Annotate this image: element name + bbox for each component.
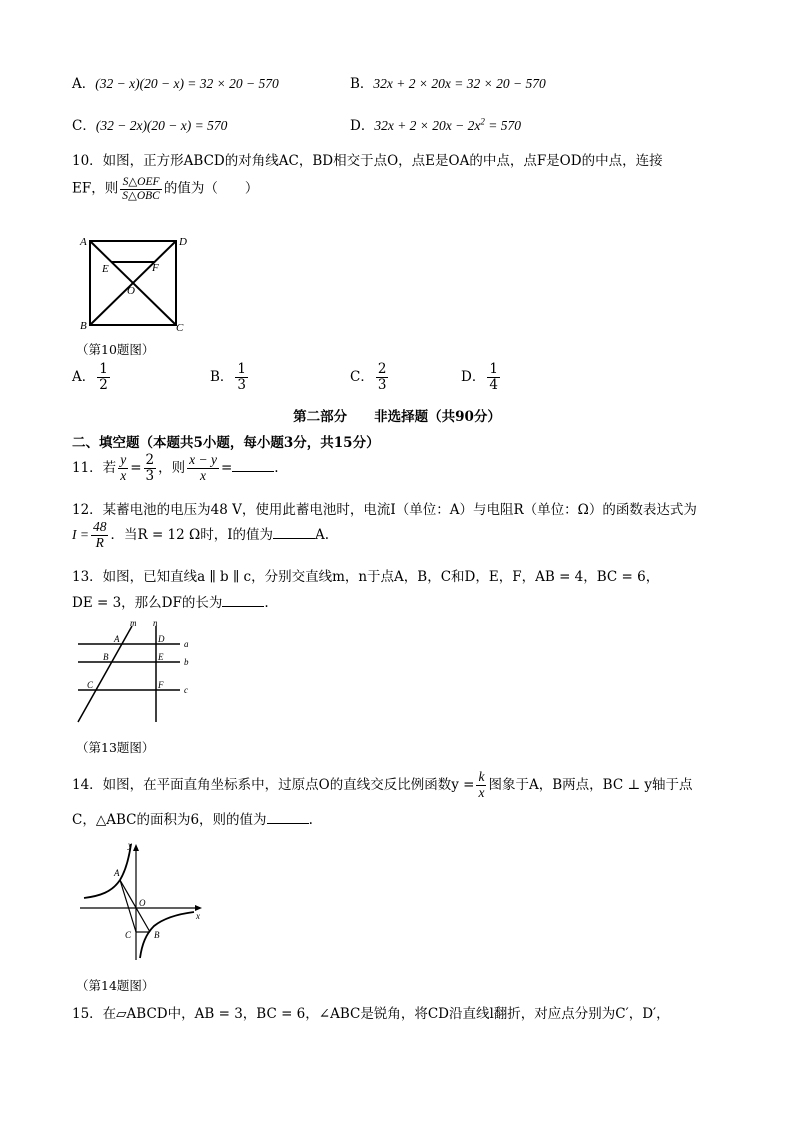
q11-fraction-value [144, 453, 157, 484]
q10-option-a [72, 362, 112, 393]
q10-fraction [120, 176, 162, 202]
axis-label: x [196, 911, 200, 921]
option-fraction [487, 362, 500, 393]
fraction-denominator: 3 [145, 467, 155, 484]
answer-blank[interactable] [232, 459, 274, 472]
q11-fraction-yx [118, 453, 128, 484]
fraction-numerator: 1 [99, 361, 108, 377]
answer-blank[interactable] [222, 594, 264, 607]
fraction-denominator: 3 [237, 376, 247, 393]
option-expr: 32x + 2 × 20x = 32 × 20 − 570 [373, 76, 546, 91]
q11-text-mid: ，则 [158, 459, 186, 476]
q10-square-figure [76, 233, 194, 335]
q11-text-pre: 11．若 [72, 459, 117, 476]
fraction-numerator: 2 [377, 361, 387, 377]
y-axis-arrow [133, 844, 139, 851]
point-label: E [158, 652, 164, 662]
q12-text-end: A. [315, 526, 330, 543]
point-label: B [103, 652, 109, 662]
point-label: O [127, 285, 135, 297]
fraction-numerator: k [478, 769, 485, 784]
point-label: D [179, 236, 187, 248]
option-label: C． [350, 368, 374, 385]
q10-option-d [461, 362, 502, 393]
fraction-numerator: 1 [489, 361, 498, 377]
q11-fraction-target [187, 453, 219, 484]
line-label: b [184, 657, 189, 667]
fraction-denominator: x [478, 784, 485, 800]
option-expr-end: = 570 [484, 118, 522, 133]
q12-text-body: ．当R = 12 Ω时，I的值为 [110, 526, 274, 543]
option-label: B． [350, 76, 374, 92]
q14-caption: （第14题图） [76, 978, 155, 993]
option-expr: (32 − x)(20 − x) = 32 × 20 − 570 [95, 76, 279, 91]
line-m [78, 626, 132, 722]
q10-text-line2 [72, 176, 258, 202]
option-fraction [376, 362, 389, 393]
line-label: n [153, 618, 158, 628]
fraction-numerator: x − y [189, 452, 217, 467]
axis-label: y [128, 840, 132, 850]
q14-text-body: C，△ABC的面积为6，则的值为 [72, 812, 267, 828]
point-label: C [125, 930, 132, 940]
q14-fraction [476, 770, 486, 801]
option-fraction [235, 362, 248, 393]
point-label: B [80, 320, 87, 332]
fraction-denominator: x [120, 467, 127, 483]
option-label: D． [350, 118, 375, 134]
q9-option-d [350, 114, 521, 134]
fraction-numerator: y [120, 452, 127, 467]
fraction-denominator: x [200, 467, 207, 483]
fraction-denominator: R [95, 534, 104, 550]
fraction-numerator: 48 [92, 519, 107, 534]
q14-text-end: . [308, 812, 313, 828]
q13-text-line2 [72, 591, 269, 611]
point-label: E [102, 263, 109, 275]
point-label: A [114, 868, 120, 878]
fraction-numerator: 1 [237, 361, 247, 377]
q12-text: 12．某蓄电池的电压为48 V，使用此蓄电池时，电流I（单位：A）与电阻R（单位：Ω）的函数表达式为 [72, 502, 697, 518]
option-label: C． [72, 118, 96, 134]
part-two-title: 第二部分 非选择题（共90分） [293, 409, 501, 425]
q10-option-c [350, 362, 390, 393]
fraction-denominator: 3 [377, 376, 387, 393]
q10-text-pre: EF，则 [72, 180, 119, 197]
q10-caption: （第10题图） [76, 342, 155, 357]
q9-option-b [350, 72, 546, 92]
option-label: D． [461, 368, 486, 385]
option-label: B． [210, 368, 234, 385]
answer-blank[interactable] [267, 811, 309, 824]
q13-caption: （第13题图） [76, 740, 155, 755]
option-label: A． [72, 368, 96, 385]
option-fraction [97, 362, 110, 393]
line-label: m [130, 618, 137, 628]
q15-text: 15．在▱ABCD中，AB = 3，BC = 6，∠ABC是锐角，将CD沿直线l翻折，对应点分别为C′，D′， [72, 1006, 670, 1022]
equals-sign: = [130, 459, 142, 476]
line-label: a [184, 639, 189, 649]
q13-text-end: . [264, 595, 269, 611]
fraction-denominator: S△OBC [122, 189, 160, 202]
option-label: A． [72, 76, 96, 92]
answer-blank[interactable] [273, 526, 315, 539]
q12-fraction [91, 520, 109, 551]
section-two-title: 二、填空题（本题共5小题，每小题3分，共15分） [72, 435, 380, 451]
q10-option-b [210, 362, 250, 393]
line-label: c [184, 685, 188, 695]
point-label: C [87, 680, 94, 690]
point-label: C [176, 322, 184, 334]
q14-text [72, 770, 693, 801]
fraction-denominator: 4 [489, 376, 498, 393]
q14-text-pre: 14．如图，在平面直角坐标系中，过原点O的直线交反比例函数y = [72, 776, 475, 793]
option-expr: 32x + 2 × 20x − 2x [374, 118, 481, 133]
q11-text [72, 453, 279, 484]
q14-text-post: 图象于A，B两点，BC ⊥ y轴于点 [488, 776, 693, 793]
fraction-denominator: 2 [99, 376, 108, 393]
point-label: O [139, 898, 146, 908]
q13-text: 13．如图，已知直线a ∥ b ∥ c，分别交直线m，n于点A，B，C和D，E，F，AB = 4，BC = 6， [72, 569, 660, 585]
q11-text-end: . [274, 459, 279, 476]
q10-text-post: 的值为（ ） [163, 180, 259, 197]
q9-option-c [72, 114, 227, 134]
q13-text-body: DE = 3，那么DF的长为 [72, 595, 223, 611]
q14-coordinate-figure [78, 836, 206, 966]
fraction-numerator: 2 [145, 452, 155, 468]
option-expr: (32 − 2x)(20 − x) = 570 [95, 118, 228, 133]
q13-parallel-lines-figure [74, 618, 194, 724]
point-label: A [80, 236, 87, 248]
point-label: A [114, 634, 120, 644]
point-label: F [152, 262, 159, 274]
hyperbola-branch-left [84, 844, 131, 898]
option-exponent: 2 [480, 116, 485, 127]
q14-text-line2 [72, 808, 313, 828]
point-label: F [158, 680, 164, 690]
hyperbola-branch-right [140, 912, 194, 958]
equals-sign: = [220, 459, 233, 476]
point-label: D [158, 634, 165, 644]
line-ac [120, 880, 136, 932]
point-label: B [154, 930, 160, 940]
line-ab [120, 880, 150, 932]
q12-text-line2 [72, 520, 329, 551]
q10-text: 10．如图，正方形ABCD的对角线AC，BD相交于点O，点E是OA的中点，点F是OD的中点，连接 [72, 153, 663, 169]
q12-formula-lhs: I = [72, 526, 89, 542]
q9-option-a [72, 72, 279, 92]
fraction-numerator: S△OEF [120, 176, 162, 190]
